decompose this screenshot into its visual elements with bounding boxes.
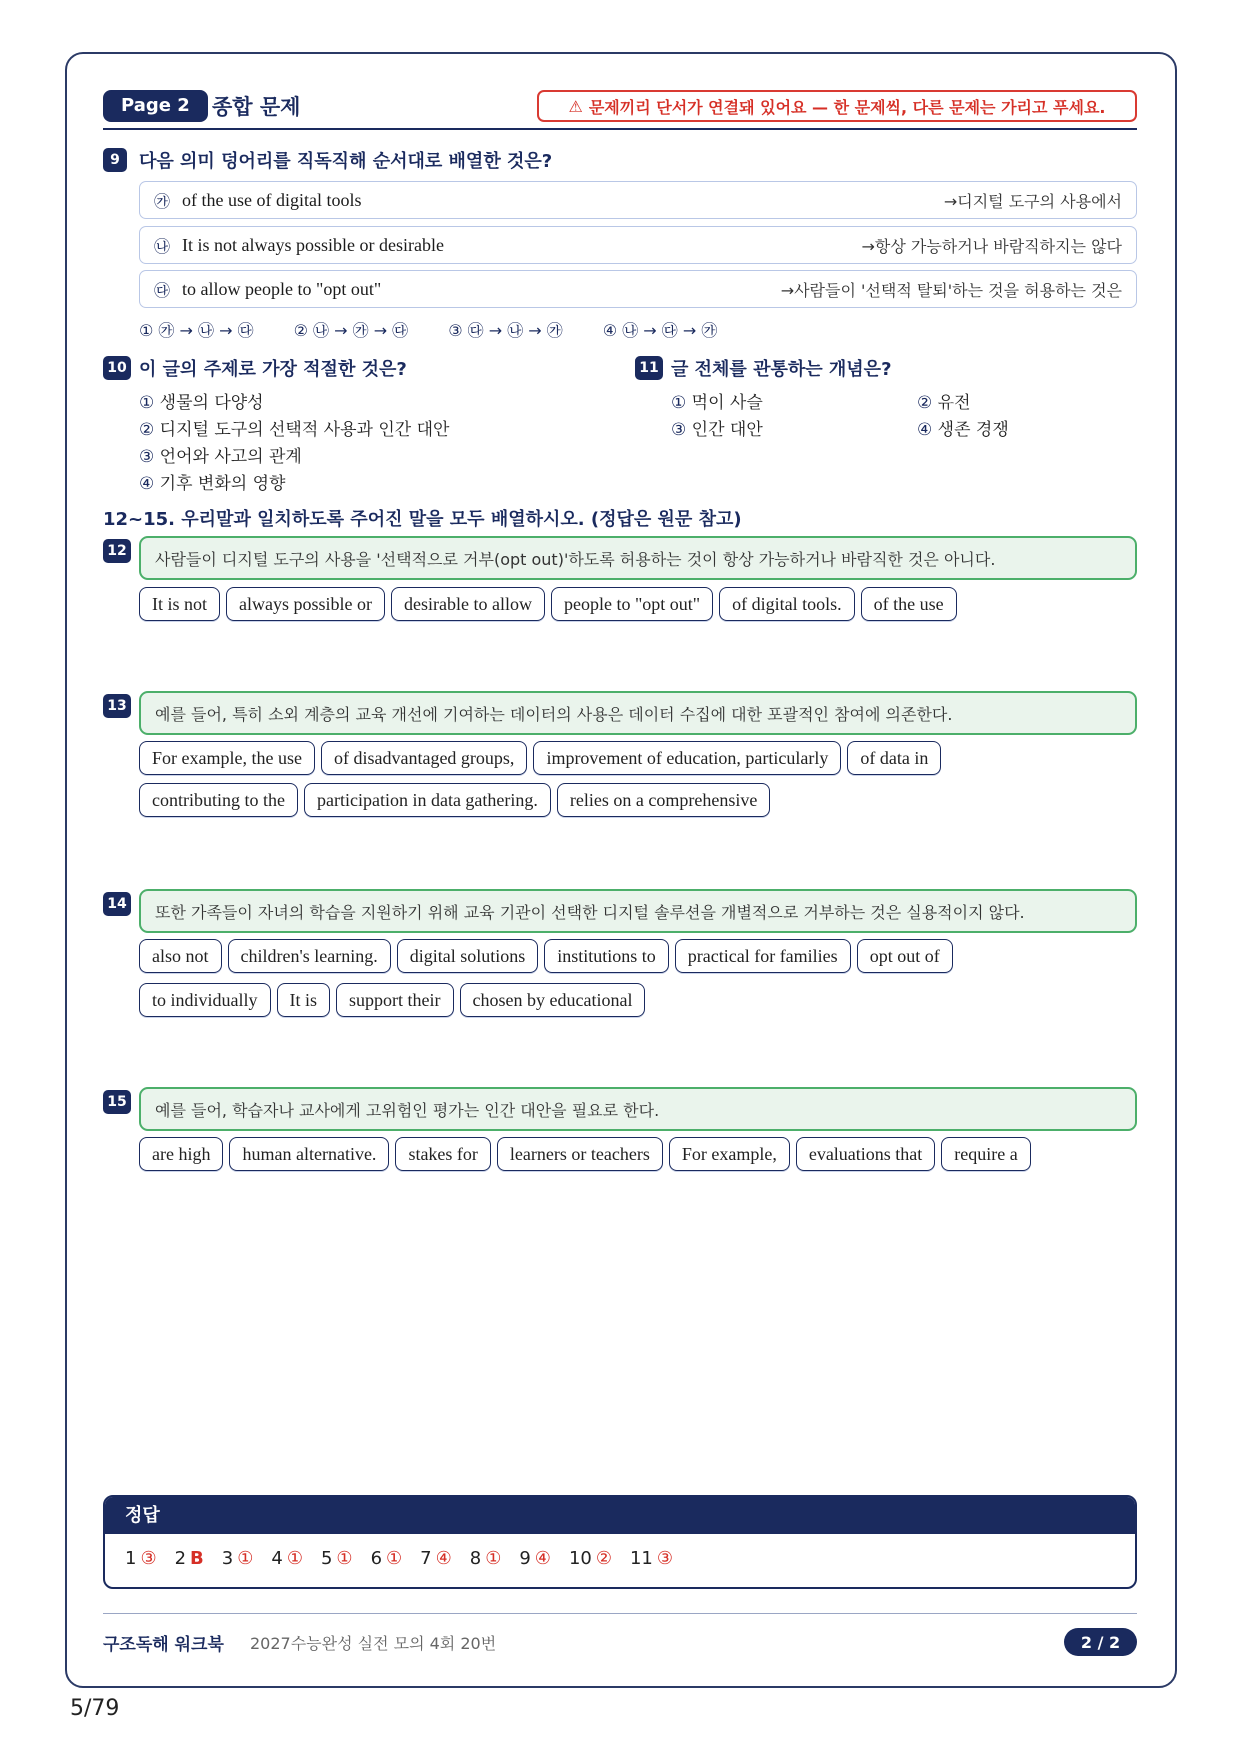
- choice-option[interactable]: ① 생물의 다양성: [139, 393, 264, 413]
- answer-key-title: 정답: [105, 1497, 1135, 1534]
- word-chip[interactable]: support their: [336, 983, 454, 1017]
- choice-option[interactable]: ③ 언어와 사고의 관계: [139, 447, 302, 467]
- word-chip[interactable]: to individually: [139, 983, 271, 1017]
- answer-item: 3 ①: [221, 1548, 254, 1569]
- section-title: 종합 문제: [212, 95, 301, 119]
- word-chip[interactable]: improvement of education, particularly: [533, 741, 841, 775]
- viewer-page-counter: 5/79: [70, 1696, 120, 1721]
- choice-option[interactable]: ③ ㉰ → ㉯ → ㉮: [448, 321, 563, 340]
- header-divider: [103, 128, 1137, 130]
- word-chip[interactable]: are high: [139, 1137, 223, 1171]
- chunk-mark: ㉮: [154, 191, 171, 211]
- word-chip[interactable]: It is not: [139, 587, 220, 621]
- choice-option[interactable]: ② 디지털 도구의 선택적 사용과 인간 대안: [139, 420, 450, 440]
- answer-item: 8 ①: [469, 1548, 502, 1569]
- q9-choices: [139, 318, 717, 341]
- answer-item: 10 ②: [568, 1548, 612, 1569]
- word-chip[interactable]: desirable to allow: [391, 587, 545, 621]
- question-prompt: 다음 의미 덩어리를 직독직해 순서대로 배열한 것은?: [139, 151, 553, 172]
- korean-sentence: 사람들이 디지털 도구의 사용을 '선택적으로 거부(opt out)'하도록 허용하는 것이 항상 가능하거나 바람직한 것은 아니다.: [139, 536, 1137, 580]
- warning-text: 문제끼리 단서가 연결돼 있어요 — 한 문제씩, 다른 문제는 가리고 푸세요.: [588, 97, 1106, 117]
- answer-item: 7 ④: [420, 1548, 452, 1569]
- chunk-item: [139, 181, 1137, 219]
- word-chip[interactable]: human alternative.: [229, 1137, 389, 1171]
- word-chip[interactable]: stakes for: [395, 1137, 490, 1171]
- word-chip[interactable]: chosen by educational: [460, 983, 646, 1017]
- answer-item: 9 ④: [519, 1548, 551, 1569]
- word-chip[interactable]: evaluations that: [796, 1137, 935, 1171]
- chunk-mark: ㉯: [154, 236, 171, 256]
- question-number: 9: [103, 148, 127, 172]
- chunk-item: [139, 226, 1137, 264]
- question-number: 10: [103, 356, 131, 380]
- choice-option[interactable]: ① ㉮ → ㉯ → ㉰: [139, 321, 254, 340]
- question-prompt: 글 전체를 관통하는 개념은?: [671, 359, 892, 380]
- question-prompt: 이 글의 주제로 가장 적절한 것은?: [139, 359, 407, 380]
- answer-key: [103, 1495, 1137, 1589]
- word-chip[interactable]: participation in data gathering.: [304, 783, 551, 817]
- answer-list: [105, 1534, 1135, 1569]
- footer-subtitle: 2027수능완성 실전 모의 4회 20번: [250, 1634, 497, 1653]
- question-number: 11: [635, 356, 663, 380]
- word-chip[interactable]: always possible or: [226, 587, 385, 621]
- chunk-item: [139, 270, 1137, 308]
- word-chip[interactable]: of disadvantaged groups,: [321, 741, 527, 775]
- chunk-english: to allow people to "opt out": [182, 278, 382, 299]
- word-bank: [139, 587, 957, 621]
- word-bank: [139, 939, 953, 973]
- word-chip[interactable]: of digital tools.: [719, 587, 855, 621]
- question-number: 12: [103, 539, 131, 563]
- footer-title: 구조독해 워크북: [103, 1635, 224, 1655]
- chunk-mark: ㉰: [154, 280, 171, 300]
- word-bank: [139, 783, 770, 817]
- word-chip[interactable]: practical for families: [675, 939, 851, 973]
- word-chip[interactable]: people to "opt out": [551, 587, 713, 621]
- chunk-korean: →사람들이 '선택적 탈퇴'하는 것을 허용하는 것은: [780, 280, 1122, 300]
- word-chip[interactable]: relies on a comprehensive: [557, 783, 770, 817]
- answer-item: 5 ①: [320, 1548, 353, 1569]
- answer-item: 4 ①: [271, 1548, 303, 1569]
- choice-option[interactable]: ④ ㉯ → ㉰ → ㉮: [602, 321, 718, 340]
- word-chip[interactable]: For example, the use: [139, 741, 315, 775]
- chunk-korean: →디지털 도구의 사용에서: [943, 191, 1122, 211]
- answer-item: 6 ①: [370, 1548, 403, 1569]
- word-chip[interactable]: require a: [941, 1137, 1030, 1171]
- word-bank: [139, 1137, 1031, 1171]
- choice-option[interactable]: ② 유전: [917, 393, 971, 413]
- warning-triangle-icon: ⚠: [568, 96, 583, 116]
- word-chip[interactable]: of data in: [847, 741, 941, 775]
- footer-page-badge: 2 / 2: [1064, 1628, 1137, 1656]
- question-number: 14: [103, 892, 131, 916]
- choice-option[interactable]: ② ㉯ → ㉮ → ㉰: [293, 321, 409, 340]
- korean-sentence: 예를 들어, 특히 소외 계층의 교육 개선에 기여하는 데이터의 사용은 데이터 수집에 대한 포괄적인 참여에 의존한다.: [139, 691, 1137, 735]
- word-chip[interactable]: also not: [139, 939, 222, 973]
- word-chip[interactable]: of the use: [861, 587, 957, 621]
- word-chip[interactable]: It is: [277, 983, 331, 1017]
- korean-sentence: 예를 들어, 학습자나 교사에게 고위험인 평가는 인간 대안을 필요로 한다.: [139, 1087, 1137, 1131]
- footer-divider: [103, 1613, 1137, 1614]
- chunk-english: of the use of digital tools: [182, 189, 362, 210]
- answer-item: 11 ③: [629, 1548, 674, 1569]
- word-chip[interactable]: For example,: [669, 1137, 790, 1171]
- answer-item: 1 ③: [125, 1548, 157, 1569]
- chunk-korean: →항상 가능하거나 바람직하지는 않다: [861, 236, 1122, 256]
- warning-banner: [537, 90, 1137, 122]
- word-bank: [139, 983, 645, 1017]
- choice-option[interactable]: ④ 기후 변화의 영향: [139, 474, 286, 494]
- word-chip[interactable]: learners or teachers: [497, 1137, 663, 1171]
- word-chip[interactable]: children's learning.: [228, 939, 391, 973]
- choice-option[interactable]: ③ 인간 대안: [671, 420, 763, 440]
- page-label: Page 2: [103, 90, 208, 122]
- chunk-english: It is not always possible or desirable: [182, 234, 444, 255]
- word-bank: [139, 741, 941, 775]
- choice-option[interactable]: ④ 생존 경쟁: [917, 420, 1009, 440]
- question-number: 13: [103, 694, 131, 718]
- word-chip[interactable]: contributing to the: [139, 783, 298, 817]
- choice-option[interactable]: ① 먹이 사슬: [671, 393, 763, 413]
- word-chip[interactable]: opt out of: [857, 939, 953, 973]
- word-chip[interactable]: digital solutions: [397, 939, 539, 973]
- answer-item: 2 B: [174, 1548, 204, 1569]
- word-chip[interactable]: institutions to: [544, 939, 669, 973]
- section-heading: 12~15. 우리말과 일치하도록 주어진 말을 모두 배열하시오. (정답은 원문 참고): [103, 509, 742, 530]
- question-number: 15: [103, 1090, 131, 1114]
- korean-sentence: 또한 가족들이 자녀의 학습을 지원하기 위해 교육 기관이 선택한 디지털 솔루션을 개별적으로 거부하는 것은 실용적이지 않다.: [139, 889, 1137, 933]
